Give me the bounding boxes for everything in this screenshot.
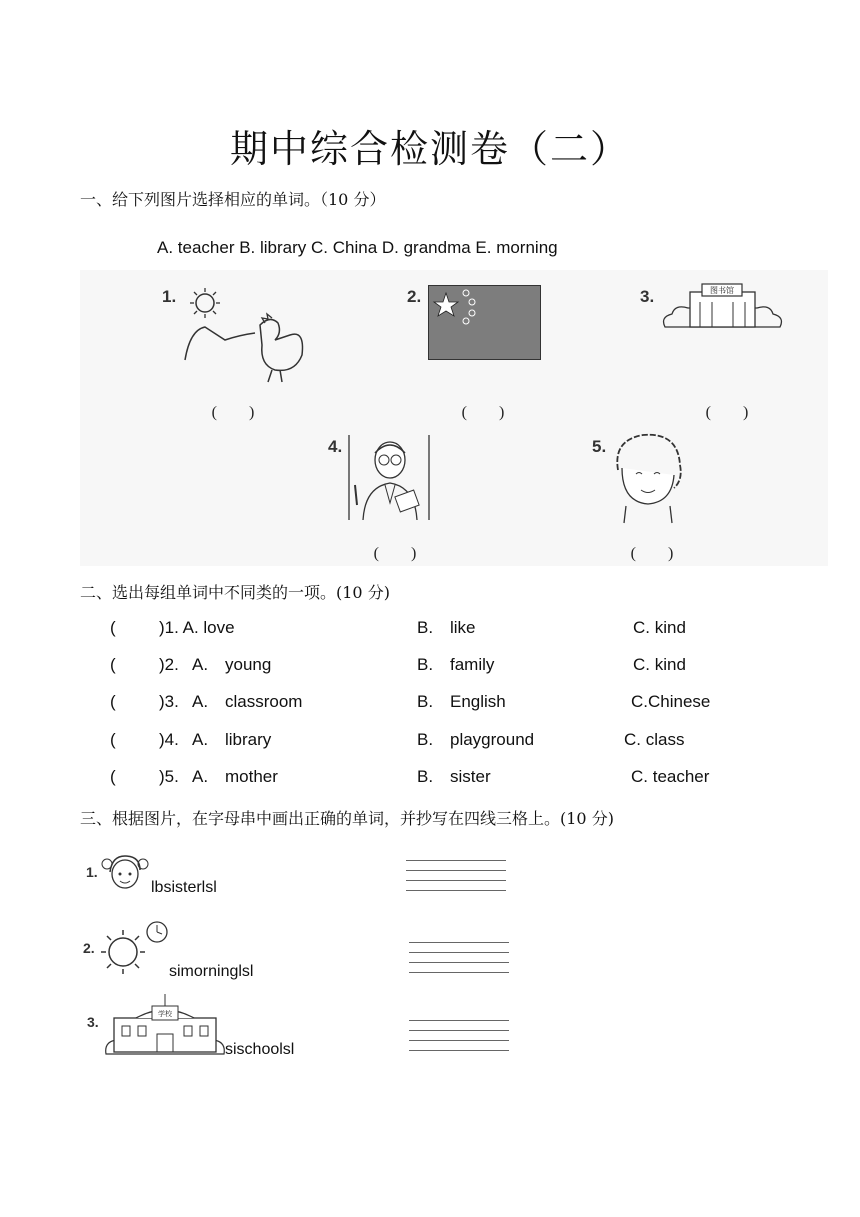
section1-heading: 一、给下列图片选择相应的单词。（10 分） <box>80 190 386 209</box>
question-row <box>0 767 860 797</box>
library-building-icon <box>660 282 785 337</box>
answer-paren[interactable]: ( ) <box>705 404 749 421</box>
option-a-label: A. <box>192 692 209 711</box>
grandma-icon <box>608 430 688 525</box>
school-building-icon <box>104 994 226 1058</box>
library-sign: 图书馆 <box>710 286 734 295</box>
picture-number: 3. <box>640 287 655 306</box>
picture-number: 1. <box>162 287 177 306</box>
letter-string: lbsisterlsl <box>151 879 217 896</box>
section2-heading: 二、选出每组单词中不同类的一项。(10 分) <box>80 583 390 602</box>
page-title: 期中综合检测卷（二） <box>229 127 630 171</box>
answer-paren[interactable]: ( <box>110 767 116 786</box>
question-number: )2. <box>159 655 179 674</box>
teacher-icon <box>345 435 435 523</box>
question-row <box>0 655 860 685</box>
word-choices: A. teacher B. library C. China D. grandma E. morning <box>157 238 558 257</box>
question-number: )4. <box>159 730 179 749</box>
school-sign: 学校 <box>158 1010 172 1018</box>
question-number: )5. <box>159 767 179 786</box>
picture-number: 4. <box>328 437 343 456</box>
option-b: family <box>450 655 495 674</box>
option-b: playground <box>450 730 535 749</box>
answer-paren[interactable]: ( ) <box>630 545 674 562</box>
writing-lines[interactable] <box>409 942 509 982</box>
letter-string: sischoolsl <box>225 1041 295 1058</box>
question-number: )3. <box>159 692 179 711</box>
china-flag-icon <box>428 285 542 361</box>
answer-paren[interactable]: ( <box>110 730 116 749</box>
option-a-label: A. <box>192 730 209 749</box>
letter-string: simorninglsl <box>169 963 254 980</box>
option-b: like <box>450 618 476 637</box>
option-c: C. teacher <box>631 767 710 786</box>
answer-paren[interactable]: ( ) <box>211 404 255 421</box>
item-number: 2. <box>83 940 95 956</box>
option-a: young <box>225 655 272 674</box>
option-b: sister <box>450 767 491 786</box>
writing-lines[interactable] <box>406 860 506 900</box>
option-b-label: B. <box>417 730 434 749</box>
answer-paren[interactable]: ( <box>110 692 116 711</box>
question-row <box>0 730 860 760</box>
option-c: C. kind <box>633 618 686 637</box>
option-a-label: A. <box>192 767 209 786</box>
item-number: 3. <box>87 1014 99 1030</box>
rooster-sunrise-icon <box>180 285 310 385</box>
option-c: C. class <box>624 730 685 749</box>
question-number: )1. A. love <box>159 618 235 637</box>
option-b-label: B. <box>417 692 434 711</box>
option-a: classroom <box>225 692 303 711</box>
option-a: mother <box>225 767 278 786</box>
answer-paren[interactable]: ( <box>110 655 116 674</box>
option-b-label: B. <box>417 618 434 637</box>
option-c: C. kind <box>633 655 686 674</box>
option-a: library <box>225 730 272 749</box>
girl-sister-icon <box>98 850 152 895</box>
section3-heading: 三、根据图片，在字母串中画出正确的单词，并抄写在四线三格上。(10 分) <box>80 809 614 828</box>
item-number: 1. <box>86 864 98 880</box>
option-b-label: B. <box>417 655 434 674</box>
option-b: English <box>450 692 506 711</box>
option-b-label: B. <box>417 767 434 786</box>
question-row <box>0 692 860 722</box>
writing-lines[interactable] <box>409 1020 509 1060</box>
answer-paren[interactable]: ( <box>110 618 116 637</box>
answer-paren[interactable]: ( ) <box>373 545 417 562</box>
option-a-label: A. <box>192 655 209 674</box>
picture-number: 2. <box>407 287 422 306</box>
option-c: C.Chinese <box>631 692 711 711</box>
answer-paren[interactable]: ( ) <box>461 404 505 421</box>
sun-clock-icon <box>96 918 174 976</box>
picture-number: 5. <box>592 437 607 456</box>
question-row <box>0 618 860 648</box>
